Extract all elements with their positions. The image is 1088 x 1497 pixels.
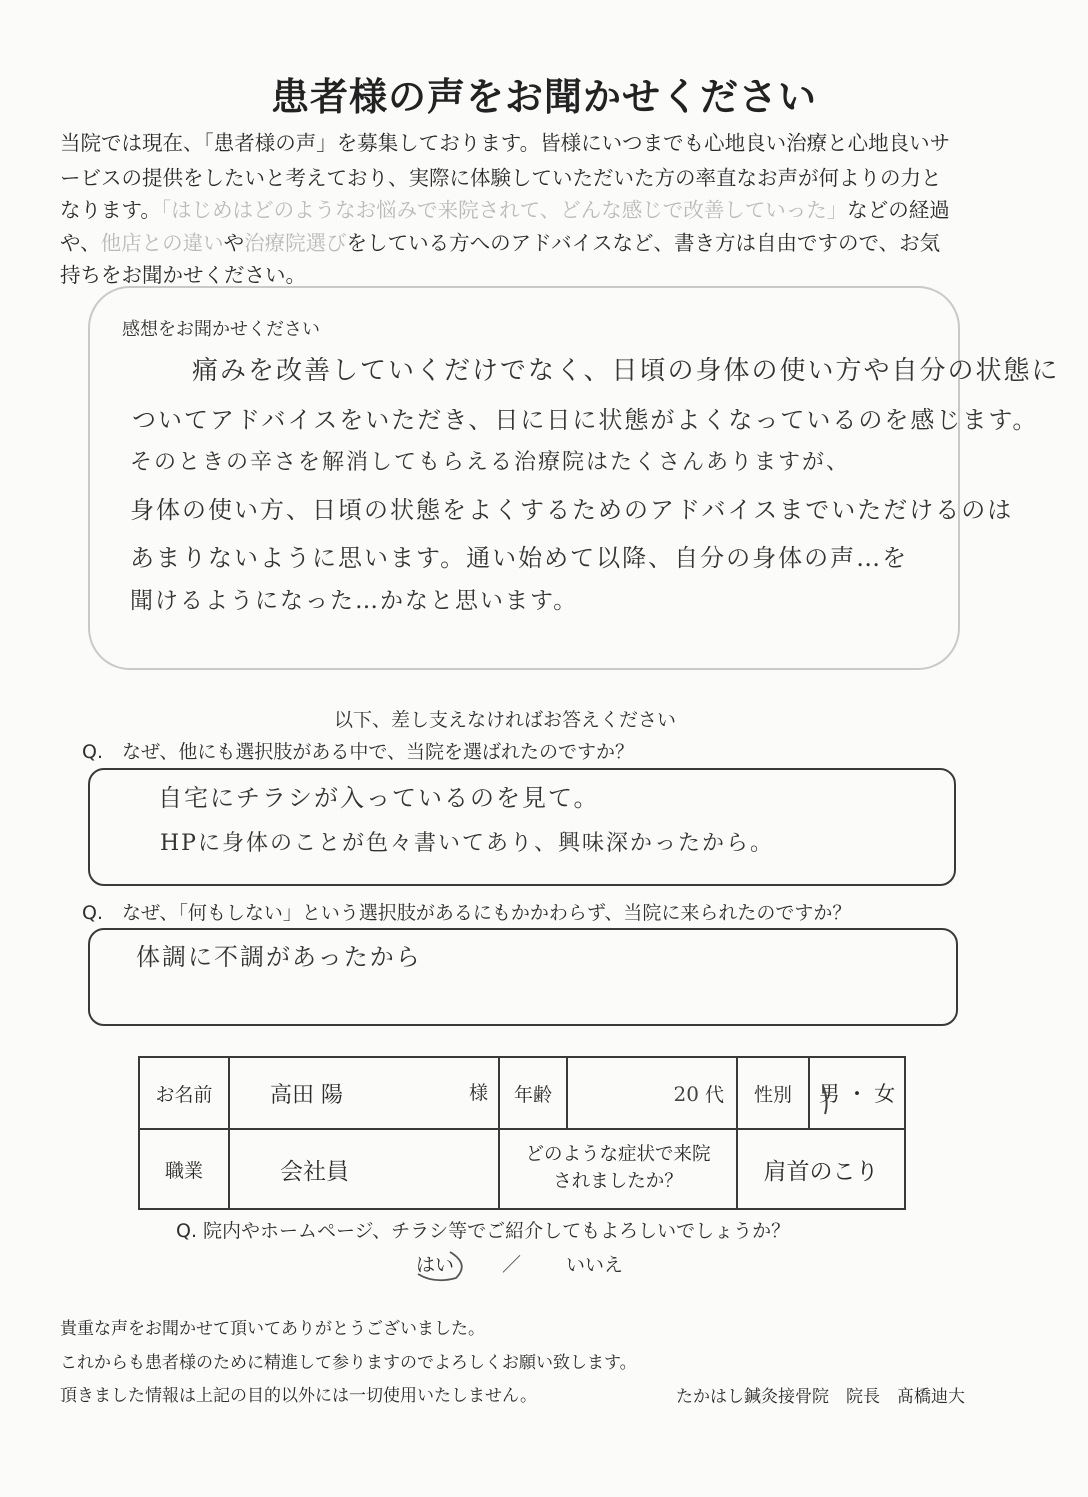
question-1-answer-line: 自宅にチラシが入っているのを見て。 (158, 784, 600, 812)
intro-text: や、 (60, 231, 101, 255)
intro-line-1: 当院では現在、「患者様の声」を募集しております。皆様にいつまでも心地良い治療と心地良いサ (60, 131, 951, 155)
age-suffix: 代 (704, 1083, 724, 1106)
optional-note: 以下、差し支えなければお答えください (334, 709, 677, 731)
intro-text: をしている方へのアドバイスなど、書き方は自由ですので、お気 (346, 231, 941, 255)
impressions-line: そのときの辛さを解消してもらえる治療院はたくさんありますが、 (130, 450, 851, 475)
consent-yes-text: はい (416, 1254, 455, 1276)
intro-text: や (223, 231, 245, 255)
name-value: 高田 陽 (270, 1082, 343, 1108)
intro-faded-text: 「はじめはどのようなお悩みで来院されて、どんな感じで改善していった」 (160, 198, 848, 222)
intro-faded-text: 治療院選び (244, 231, 347, 255)
intro-text: などの経過 (847, 198, 950, 222)
age-value: 20 (673, 1081, 699, 1106)
intro-text: なります。 (60, 198, 161, 222)
intro-line-2: ービスの提供をしたいと考えており、実際に体験していただいた方の率直なお声が何よりの力と (60, 166, 942, 190)
question-2-answer-line: 体調に不調があったから (136, 943, 422, 971)
footer-line-3: 頂きました情報は上記の目的以外には一切使用いたしません。 (60, 1386, 538, 1406)
consent-separator: ／ (502, 1254, 522, 1276)
info-table (138, 1056, 906, 1210)
intro-line-4 (60, 226, 1020, 256)
name-label: お名前 (139, 1057, 229, 1129)
question-1-label: Q. なぜ、他にも選択肢がある中で、当院を選ばれたのですか？ (82, 741, 635, 763)
impressions-label: 感想をお聞かせください (122, 319, 320, 340)
question-2-label: Q. なぜ、「何もしない」という選択肢があるにもかかわらず、当院に来られたのですか？ (82, 902, 852, 924)
footer-clinic: たかはし鍼灸接骨院 院長 髙橋迪大 (676, 1387, 965, 1407)
job-label: 職業 (139, 1129, 229, 1209)
gender-separator: ・ (846, 1082, 868, 1106)
age-cell (567, 1057, 737, 1129)
consent-no-option[interactable]: いいえ (566, 1254, 624, 1276)
intro-line-5: 持ちをお聞かせください。 (60, 263, 306, 287)
intro-faded-text: 他店との違い (100, 231, 224, 255)
gender-check-mark (819, 1082, 845, 1116)
job-value: 会社員 (229, 1129, 499, 1209)
impressions-line: 身体の使い方、日頃の状態をよくするためのアドバイスまでいただけるのは (130, 496, 1014, 524)
impressions-line: 痛みを改善していくだけでなく、日頃の身体の使い方や自分の状態に (192, 356, 1060, 386)
footer-line-1: 貴重な声をお聞かせて頂いてありがとうございました。 (60, 1319, 485, 1339)
name-cell (229, 1057, 499, 1129)
impressions-line: ついてアドバイスをいただき、日に日に状態がよくなっているのを感じます。 (132, 406, 1039, 434)
question-1-answer-line: HPに身体のことが色々書いてあり、興味深かったから。 (160, 831, 774, 856)
symptom-label: どのような症状で来院されましたか？ (499, 1129, 737, 1209)
consent-yes-circle (404, 1244, 472, 1284)
age-label: 年齢 (499, 1057, 567, 1129)
intro-line-3 (60, 193, 1020, 223)
gender-cell (809, 1057, 905, 1129)
name-suffix: 様 (468, 1081, 488, 1104)
impressions-line: あまりないように思います。通い始めて以降、自分の身体の声…を (130, 544, 909, 572)
question-3-label: Q. 院内やホームページ、チラシ等でご紹介してもよろしいでしょうか？ (176, 1220, 791, 1242)
page-title: 患者様の声をお聞かせください (270, 75, 817, 119)
gender-option-male[interactable] (819, 1078, 840, 1108)
footer-line-2: これからも患者様のために精進して参りますのでよろしくお願い致します。 (60, 1353, 637, 1373)
symptom-value: 肩首のこり (737, 1129, 905, 1209)
gender-option-female[interactable]: 女 (874, 1082, 896, 1106)
gender-label: 性別 (737, 1057, 809, 1129)
gender-male-text: 男 (818, 1082, 840, 1106)
impressions-line: 聞けるようになった…かなと思います。 (130, 588, 579, 614)
